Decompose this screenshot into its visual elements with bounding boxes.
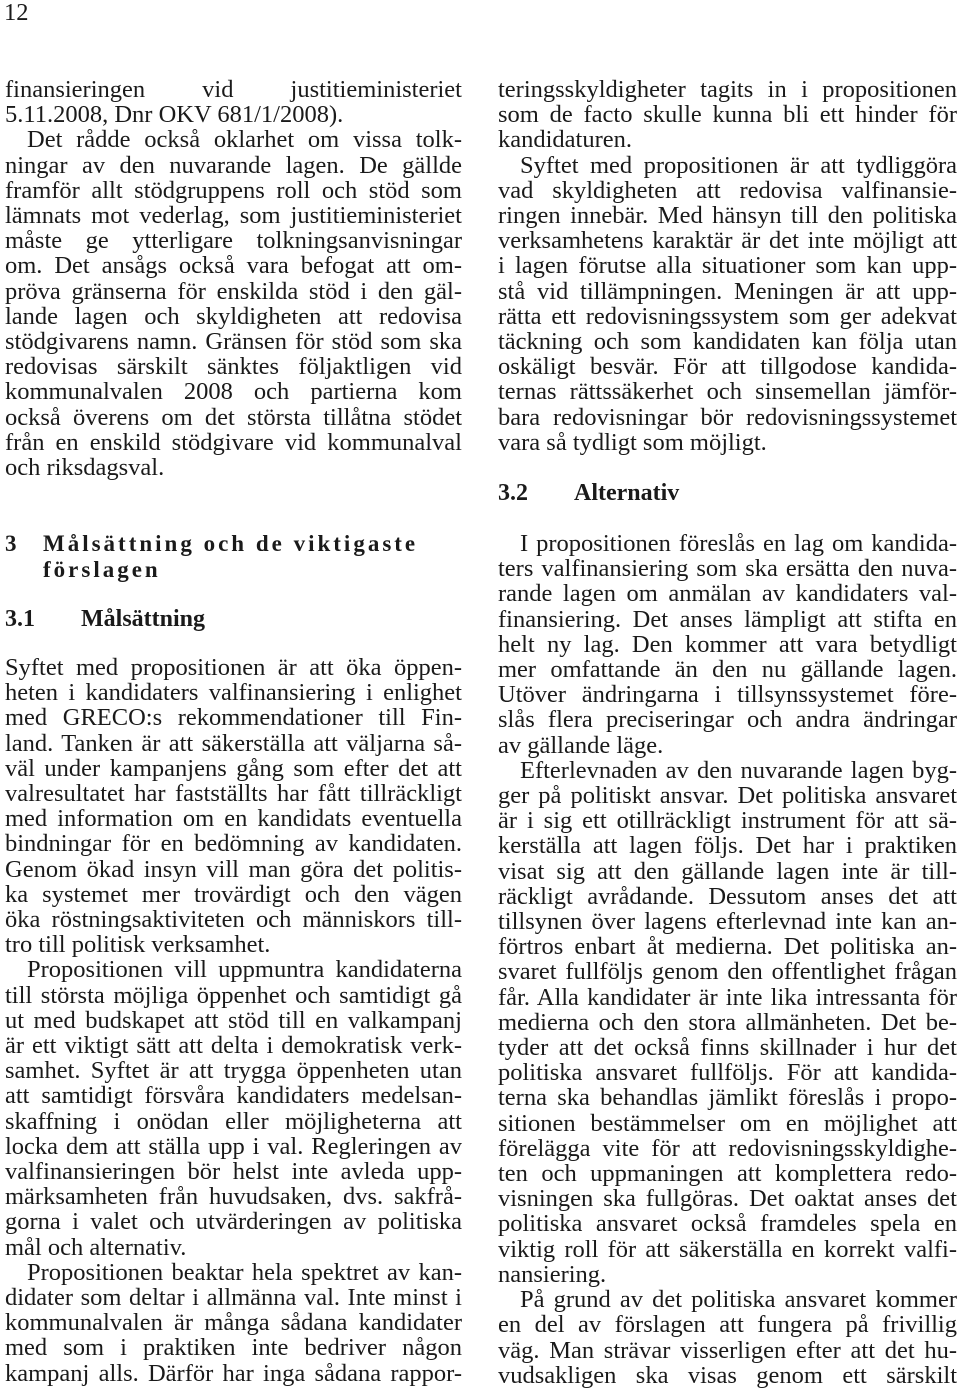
subsection-heading	[498, 480, 957, 506]
text-line: ka systemet mer trovärdigt och den vägen	[5, 880, 462, 908]
text-line: land. Tanken är att säkerställa att väljarna så-	[5, 729, 462, 757]
text-line: är i sig ett otillräckligt instrument för att sä-	[498, 807, 957, 835]
text-line: bara redovisningar bör redovisningssystemet	[498, 403, 957, 431]
paragraph	[498, 758, 957, 1287]
paragraph	[498, 531, 957, 758]
text-line: rande lagen om anmälan av kandidaters val-	[498, 580, 957, 608]
subsection-number: 3.2	[498, 480, 528, 506]
text-line: samhet. Syftet är att trygga öppenheten utan	[5, 1057, 462, 1085]
text-line: kommunalvalen 2008 och partierna kom	[5, 378, 462, 406]
text-line: öka röstningsaktiviteten och människors till-	[5, 906, 462, 934]
paragraph	[5, 77, 462, 127]
text-line: skaffning i onödan eller möjligheterna att	[5, 1107, 462, 1135]
text-line: kommunalvalen är många sådana kandidater	[5, 1309, 462, 1337]
text-line: 5.11.2008, Dnr OKV 681/1/2008).	[5, 101, 344, 129]
paragraph	[5, 127, 462, 480]
text-block	[5, 655, 462, 1386]
text-block	[5, 77, 462, 480]
text-line: måste ge ytterligare tolkningsanvisningar	[5, 227, 462, 255]
text-line: om. Det ansågs också vara befogat att om-	[5, 252, 462, 280]
text-line: stå vid tillämpningen. Meningen är att upp-	[498, 277, 957, 305]
text-line: med information om en kandidats eventuella	[5, 805, 462, 833]
text-line: didater som deltar i allmänna val. Inte minst i	[5, 1284, 462, 1312]
text-line: kandidaturen.	[498, 126, 633, 154]
text-line: heten i kandidaters valfinansiering i enlighet	[5, 679, 462, 707]
right-column	[498, 0, 957, 1392]
text-line: framför allt stödgruppens roll och stöd som	[5, 176, 462, 204]
text-line: att samtidigt försvåra kandidaters medelsan-	[5, 1082, 462, 1110]
text-line: ters valfinansiering som ska ersätta den nuva-	[498, 555, 957, 583]
text-line: lande lagen och skyldigheten att redovisa	[5, 302, 462, 330]
text-line: ringen innebär. Med hänsyn till den politiska	[498, 202, 957, 230]
text-line: förtros enbart åt medierna. Det politiska an-	[498, 933, 957, 961]
text-line: helt ny lag. Den kommer att vara betydligt	[498, 630, 957, 658]
section-title	[43, 531, 418, 583]
text-line: tro till politisk verksamhet.	[5, 931, 271, 959]
text-line: väg. Man strävar visserligen efter att det hu-	[498, 1336, 957, 1364]
text-line: teringsskyldigheter tagits in i propositionen	[498, 76, 957, 103]
text-line: också överens om det största tillåtna stödet	[5, 403, 462, 431]
text-line: finansieringen vid justitieministeriet	[5, 76, 462, 103]
paragraph	[5, 1260, 462, 1386]
text-line: visningen ska fullgöras. Det oaktat anses det	[498, 1185, 957, 1213]
text-line: får. Alla kandidater är inte lika intressanta för	[498, 983, 957, 1011]
text-line: är ett viktigt sätt att delta i demokratisk verk-	[5, 1032, 462, 1060]
paragraph	[5, 655, 462, 957]
section-heading	[5, 531, 462, 583]
text-line: ternas rättssäkerhet och sinsemellan jämför-	[498, 378, 957, 406]
text-line: förelägga vite för att redovisningsskyldighe-	[498, 1134, 957, 1162]
text-line: ger på politiskt ansvar. Det politiska ansvaret	[498, 782, 957, 810]
text-line: kampanj alls. Därför har inga sådana rappor-	[5, 1359, 462, 1387]
text-line: terna ska behandlas jämlikt föreslås i propo-	[498, 1084, 957, 1112]
text-line: I propositionen föreslås en lag om kandida-	[520, 530, 957, 557]
subsection-title: Målsättning	[81, 606, 206, 632]
text-line: finansiering. Det anses lämpligt att stifta en	[498, 605, 957, 633]
subsection-number: 3.1	[5, 606, 35, 632]
text-line: med som i praktiken inte bedriver någon	[5, 1334, 462, 1362]
text-line: i lagen förutse alla situationer som kan upp-	[498, 252, 957, 280]
text-line: Syftet med propositionen är att tydliggöra	[520, 151, 957, 179]
text-line: valfinansieringen bör helst inte avleda upp-	[5, 1158, 462, 1186]
section-title-line: förslagen	[43, 557, 161, 582]
text-line: vudsakligen ska visas genom ett särskilt	[498, 1361, 957, 1389]
text-line: visat sig att den gällande lagen inte är till-	[498, 857, 957, 885]
text-line: märksamheten från huvudsaken, dvs. sakfrå-	[5, 1183, 462, 1211]
text-line: medierna och den stora allmänheten. Det be-	[498, 1008, 957, 1036]
paragraph	[498, 77, 957, 153]
paragraph	[5, 957, 462, 1259]
paragraph	[498, 1287, 957, 1388]
text-line: ut med budskapet att stöd till en valkampanj	[5, 1006, 462, 1034]
text-line: räckligt avrådande. Dessutom anses det att	[498, 882, 957, 910]
text-line: politiska ansvaret fullföljs. För att kandida-	[498, 1059, 957, 1087]
text-line: Genom ökad insyn vill man göra det politis-	[5, 855, 462, 883]
text-line: stödgivarens namn. Gränsen för stöd som ska	[5, 328, 462, 356]
text-line: locka dem att ställa upp i val. Regleringen av	[5, 1132, 462, 1160]
text-block	[498, 531, 957, 1388]
text-line: pröva gränserna för enskilda stöd i den gäl-	[5, 277, 462, 305]
page-number: 12	[4, 0, 29, 26]
text-line: rätta ett redovisningssystem som ger adekvat	[498, 302, 957, 330]
section-number: 3	[5, 531, 20, 556]
text-line: vad skyldigheten att redovisa valfinansie-	[498, 176, 957, 204]
text-line: väl under kampanjens gång som efter det att	[5, 754, 462, 782]
text-line: en del av förslagen att fungera på frivillig	[498, 1311, 957, 1339]
text-line: som de facto skulle kunna bli ett hinder för	[498, 101, 957, 129]
text-line: Utöver ändringarna i tillsynssystemet före-	[498, 681, 957, 709]
text-line: till största möjliga öppenhet och samtidigt gå	[5, 981, 462, 1009]
text-line: Det rådde också oklarhet om vissa tolk-	[27, 126, 462, 154]
text-line: bindningar för en bedömning av kandidaten.	[5, 830, 462, 858]
text-line: oskäligt besvär. För att tillgodose kandida-	[498, 353, 957, 381]
text-line: politiska ansvaret också framdeles spela en	[498, 1210, 957, 1238]
text-line: lämnats mot vederlag, som justitieministeriet	[5, 202, 462, 230]
text-line: mål och alternativ.	[5, 1233, 187, 1261]
paragraph	[498, 153, 957, 455]
subsection-heading	[5, 606, 462, 632]
text-line: tyder att det också finns skillnader i hur det	[498, 1034, 957, 1062]
subsection-title: Alternativ	[574, 480, 680, 506]
text-block	[498, 77, 957, 455]
text-line: Propositionen beaktar hela spektret av kan-	[27, 1258, 462, 1286]
text-line: Syftet med propositionen är att öka öppen-	[5, 654, 462, 681]
text-line: gorna i valet och utvärderingen av politiska	[5, 1208, 462, 1236]
text-line: På grund av det politiska ansvaret kommer	[520, 1286, 957, 1314]
text-line: ningar av den nuvarande lagen. De gällde	[5, 151, 462, 179]
left-column	[5, 0, 462, 1392]
section-title-line: Målsättning och de viktigaste	[43, 531, 419, 556]
text-line: vara så tydligt som möjligt.	[498, 428, 767, 456]
text-line: ten och uppmaningen att komplettera redo-	[498, 1160, 957, 1188]
text-line: slås flera preciseringar och andra ändringar	[498, 706, 957, 734]
text-line: av gällande läge.	[498, 731, 664, 759]
text-line: verksamhetens karaktär är det inte möjligt att	[498, 227, 957, 255]
text-line: tillsynen över lagens efterlevnad inte kan an-	[498, 908, 957, 936]
text-line: svaret fullföljs genom den offentlighet frågan	[498, 958, 957, 986]
text-line: viktig roll för att säkerställa en korrekt valfi-	[498, 1235, 957, 1263]
text-line: Propositionen vill uppmuntra kandidaterna	[27, 956, 462, 984]
text-line: kerställa att lagen följs. Det har i praktiken	[498, 832, 957, 860]
text-line: täckning och som kandidaten kan följa utan	[498, 328, 957, 356]
text-line: Efterlevnaden av den nuvarande lagen byg-	[520, 756, 957, 784]
text-line: redovisas särskilt sänktes följaktligen vid	[5, 353, 462, 381]
text-line: nansiering.	[498, 1260, 607, 1288]
text-line: sitionen bestämmelser om en möjlighet att	[498, 1109, 957, 1137]
text-line: från en enskild stödgivare vid kommunalval	[5, 428, 462, 456]
text-line: och riksdagsval.	[5, 454, 165, 482]
text-line: mer omfattande än den nu gällande lagen.	[498, 656, 957, 684]
text-line: med GRECO:s rekommendationer till Fin-	[5, 704, 462, 732]
text-line: valresultatet har fastställts har fått tillräckligt	[5, 780, 462, 808]
